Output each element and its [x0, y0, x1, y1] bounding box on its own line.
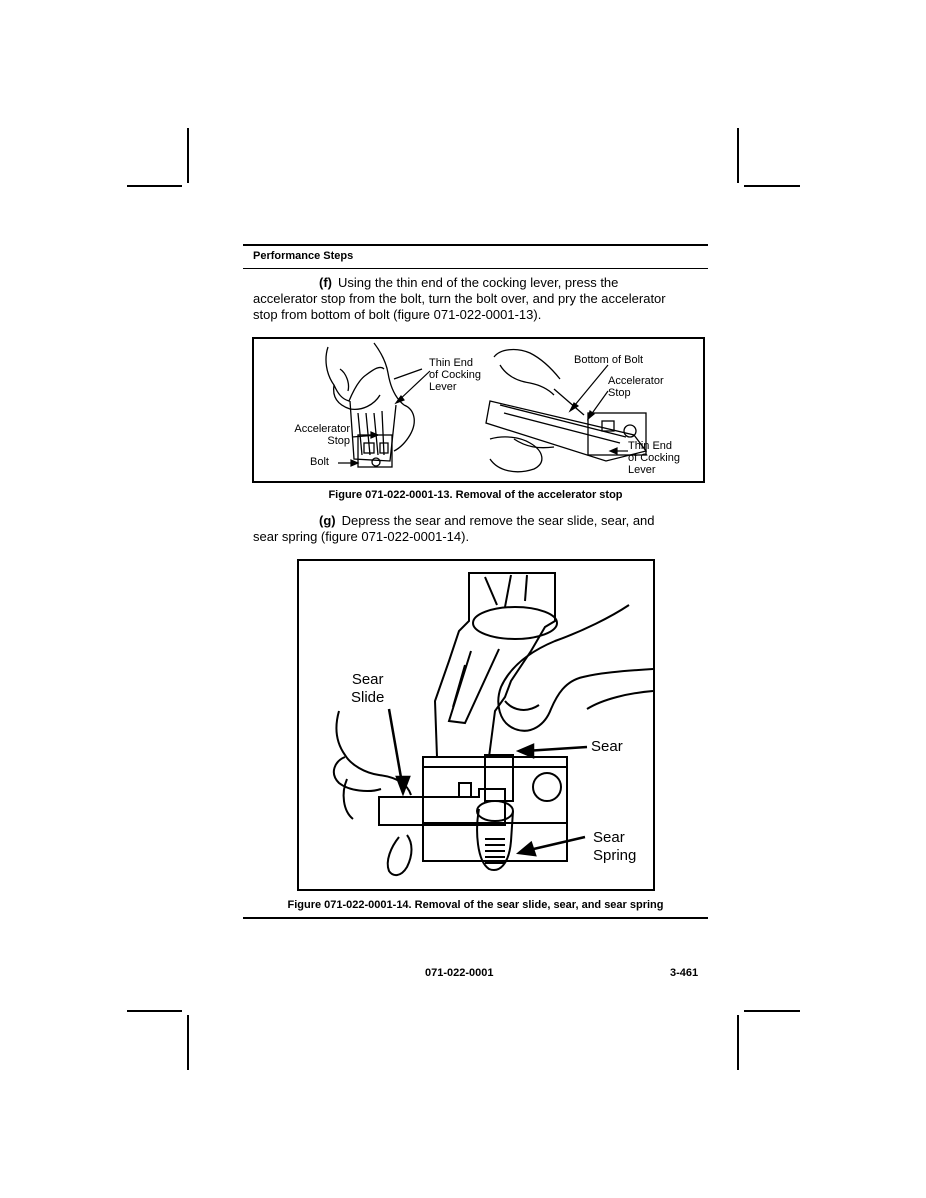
crop-mark-top-right-horizontal [744, 185, 800, 187]
fig13-label-accelerator-stop-left: Accelerator Stop [294, 423, 350, 447]
header-bottom-rule [243, 268, 708, 269]
fig14-label-sear: Sear [591, 738, 623, 755]
header-top-rule [243, 244, 708, 246]
figure-14-bottom-rule [243, 917, 708, 919]
footer-page-number: 3-461 [670, 967, 699, 979]
crop-mark-bottom-left-horizontal [127, 1010, 182, 1012]
step-f-marker: (f) [319, 275, 332, 290]
step-f-line-3: stop from bottom of bolt (figure 071-022-0001-13). [253, 307, 542, 322]
figure-13-frame [252, 337, 705, 483]
step-g-marker: (g) [319, 513, 336, 528]
step-g-line-1: Depress the sear and remove the sear slide, sear, and [341, 513, 655, 528]
step-f-paragraph [253, 275, 713, 323]
crop-mark-bottom-left-vertical [187, 1015, 189, 1070]
section-header: Performance Steps [253, 250, 354, 262]
fig14-label-sear-slide: Sear Slide [351, 671, 385, 706]
crop-mark-top-left-horizontal [127, 185, 182, 187]
step-f-line-1: Using the thin end of the cocking lever, press the [338, 275, 619, 290]
fig13-label-accelerator-stop-right: Accelerator Stop [608, 375, 664, 399]
footer-task-number: 071-022-0001 [425, 967, 494, 979]
step-g-line-2: sear spring (figure 071-022-0001-14). [253, 529, 470, 544]
step-g-paragraph [253, 513, 713, 545]
fig14-label-sear-spring: Sear Spring [593, 829, 637, 864]
figure-13-caption: Figure 071-022-0001-13. Removal of the accelerator stop [328, 489, 623, 501]
fig13-label-thin-end-right: Thin End of Cocking Lever [628, 440, 680, 476]
crop-mark-top-right-vertical [737, 128, 739, 183]
figure-14-caption: Figure 071-022-0001-14. Removal of the sear slide, sear, and sear spring [287, 899, 664, 911]
fig13-label-bottom-of-bolt: Bottom of Bolt [574, 354, 644, 366]
crop-mark-top-left-vertical [187, 128, 189, 183]
figure-14-frame [297, 559, 655, 891]
crop-mark-bottom-right-vertical [737, 1015, 739, 1070]
step-f-line-2: accelerator stop from the bolt, turn the bolt over, and pry the accelerator [253, 291, 666, 306]
fig13-label-bolt: Bolt [310, 456, 329, 468]
crop-mark-bottom-right-horizontal [744, 1010, 800, 1012]
fig13-label-thin-end-left: Thin End of Cocking Lever [429, 357, 481, 393]
